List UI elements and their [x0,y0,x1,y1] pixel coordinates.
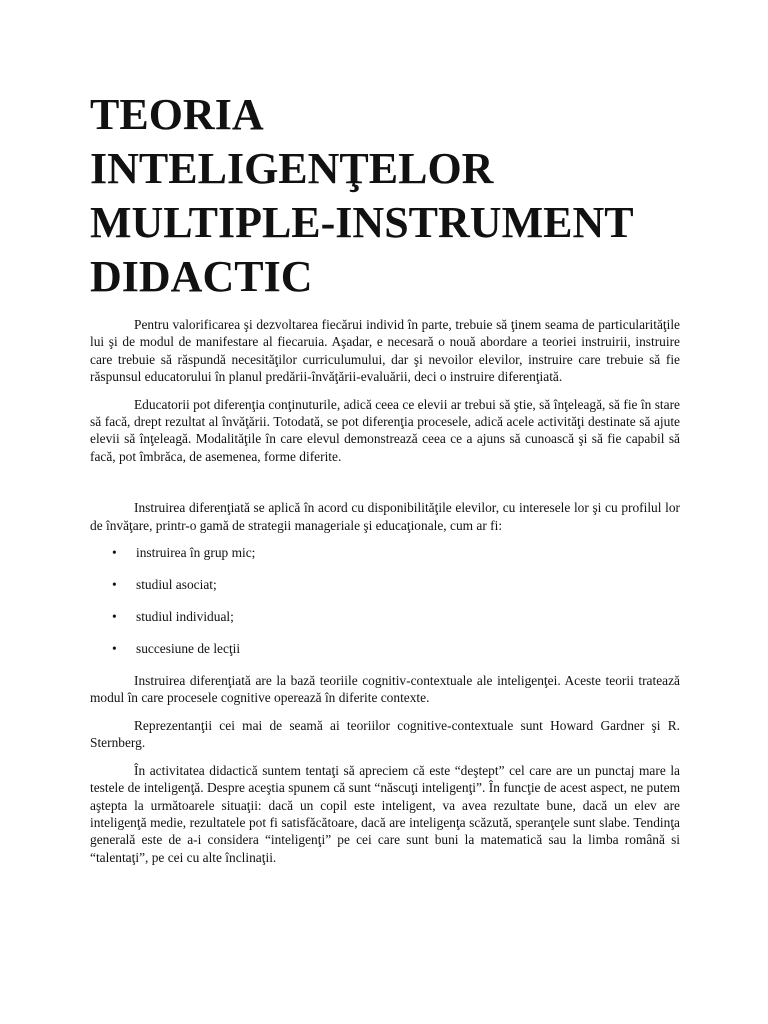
title-line: INTELIGENŢELOR [90,144,494,193]
paragraph-strategies: Instruirea diferenţiată se aplică în acord cu disponibilităţile elevilor, cu interesele lor şi cu profilul lor de învăţare, printr-o gamă de strategii manageriale şi educaţionale, cum ar fi: [90,500,680,533]
title-line: DIDACTIC [90,252,313,301]
paragraph-theories: Instruirea diferenţiată are la bază teoriile cognitiv-contextuale ale inteligenţei. Aceste teorii tratează modul în care procesele cognitive operează în diferite contexte. [90,673,680,706]
strategy-list [90,544,680,657]
paragraph-differentiation: Educatorii pot diferenţia conţinuturile, adică ceea ce elevii ar trebui să ştie, să înţeleagă, să fie în stare să facă, drept rezultat al învăţării. Totodată, se pot diferenţia procesele, adică acele activităţi destinate să ajute elevii să înţeleagă. Modalităţile în care elevul demonstrează ceea ce a ajuns să cunoască şi să fie capabil să facă, pot îmbrăca, de asemenea, forme diferite. [90,396,680,464]
list-item [90,576,680,593]
document-title [90,88,680,304]
title-line: TEORIA [90,90,264,139]
list-item [90,544,680,561]
paragraph-activity: În activitatea didactică suntem tentaţi să apreciem că este “deştept” cel care are un punctaj mare la testele de inteligenţă. Despre aceştia spunem că sunt “născuţi inteligenţi”. În funcţie de acest aspect, ne putem aştepta la următoarele situaţii: dacă un copil este inteligent, va avea rezultate bune, dacă un elev are inteligenţă medie, rezultatele pot fi satisfăcătoare, dacă are inteligenţa scăzută, speranţele sunt slabe. Tendinţa generală este de a-i considera “inteligenţi” pe cei care sunt buni la matematică sau la limba română si “talentaţi”, pe cei cu alte înclinaţii. [90,762,680,865]
list-item-text: instruirea în grup mic; [136,545,256,561]
list-item [90,608,680,625]
bullet-icon: • [112,577,117,593]
paragraph-intro: Pentru valorificarea şi dezvoltarea fiecărui individ în parte, trebuie să ţinem seama de particularităţile lui şi de modul de manifestare al fiecaruia. Aşadar, e necesară o nouă abordare a teoriei instruirii, instruire care trebuie să răspundă necesităţilor curriculumului, dar şi nevoilor elevilor, instruire care trebuie să fie răspunsul educatorului în planul predării-învăţării-evaluării, deci o instruire diferenţiată. [90,317,680,385]
list-item-text: studiul asociat; [136,577,217,593]
bullet-icon: • [112,641,117,657]
title-line: MULTIPLE-INSTRUMENT [90,198,634,247]
list-item [90,640,680,657]
bullet-icon: • [112,545,117,561]
paragraph-representatives: Reprezentanţii cei mai de seamă ai teoriilor cognitive-contextuale sunt Howard Gardner şi R. Sternberg. [90,717,680,751]
list-item-text: studiul individual; [136,609,234,625]
bullet-icon: • [112,609,117,625]
document-page [90,88,680,876]
list-item-text: succesiune de lecţii [136,641,241,657]
